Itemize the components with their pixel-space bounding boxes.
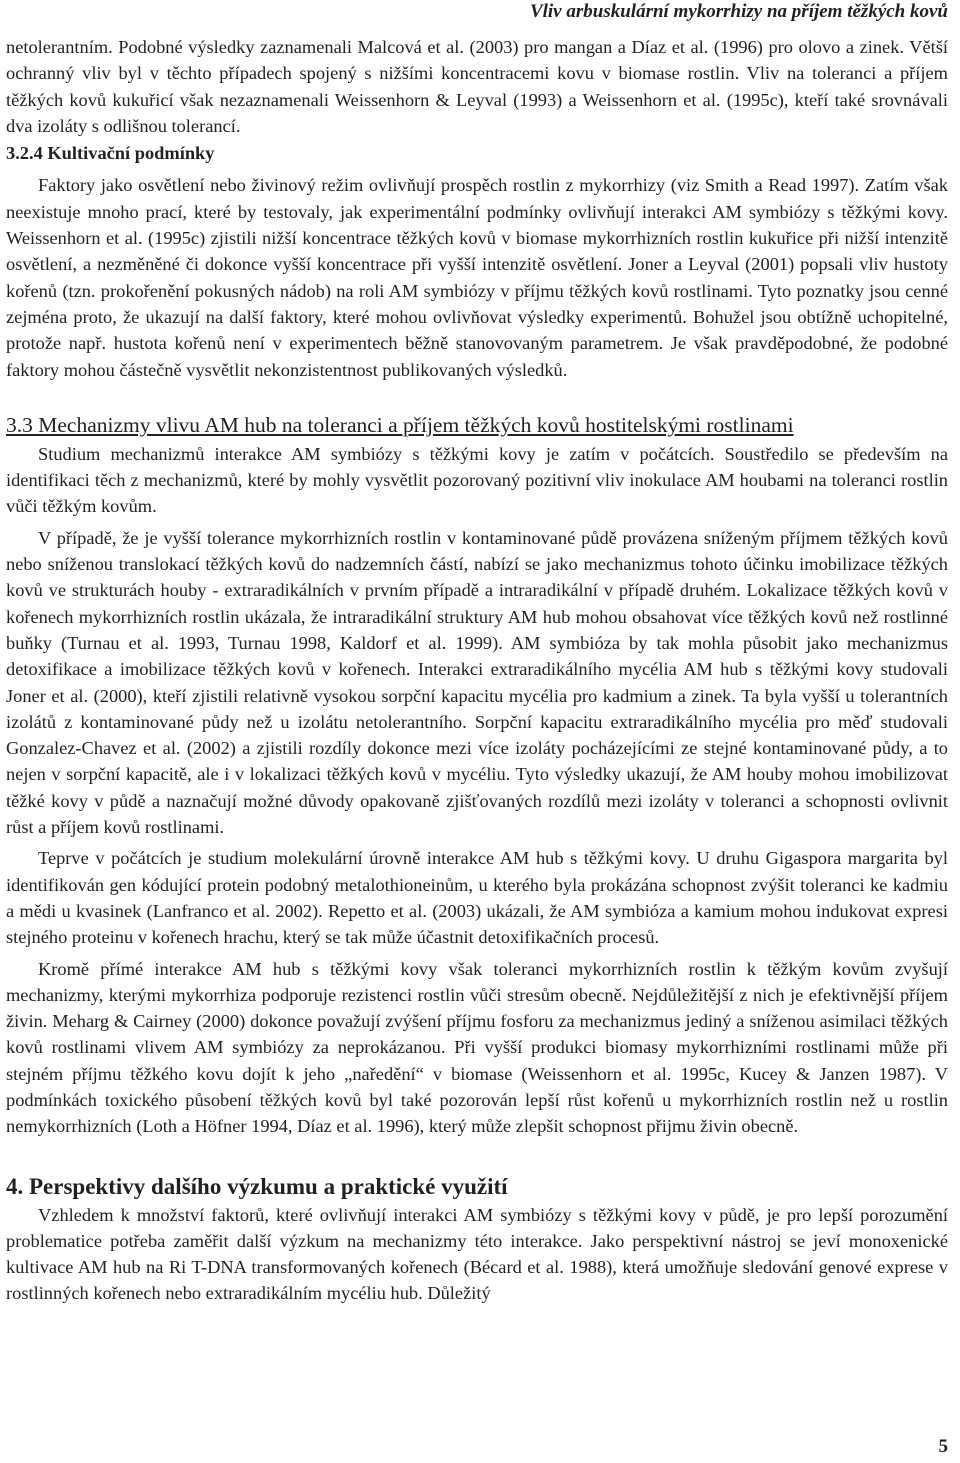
paragraph-nutrient-uptake: Kromě přímé interakce AM hub s těžkými kovy však toleranci mykorrhizních rostlin k těžkým kovům zvyšují mechanizmy, kterými mykorrhiza podporuje rezistenci rostlin vůči stresům obecně. Nejdůležitější z nich je efektivnější příjem živin. Meharg & Cairney (2000) dokonce považují zvýšení příjmu fosforu za mechanizmus jediný a sníženou asimilaci těžkých kovů rostlinami vlivem AM symbiózy za neprokázanou. Při vyšší produkci biomasy mykorrhizními rostlinami může při stejném příjmu těžkého kovu dojít k jeho „naředění“ v biomase (Weissenhorn et al. 1995c, Kucey & Janzen 1987). V podmínkách toxického působení těžkých kovů byl také pozorován lepší růst kořenů u mykorrhizních rostlin než u rostlin nemykorrhizních (Loth a Höfner 1994, Díaz et al. 1996), který může zlepšit schopnost přijmu živin obecně.: [6, 958, 948, 1137]
paragraph-immobilization: V případě, že je vyšší tolerance mykorrhizních rostlin v kontaminované půdě provázena sníženým příjmem těžkých kovů nebo sníženou translokací těžkých kovů do nadzemních částí, nabízí se jako mechanizmus tohoto účinku imobilizace těžkých kovů ve strukturách houby - extraradikálních v prvním případě a intraradikální v případě druhém. Lokalizace těžkých kovů v kořenech mykorrhizních rostlin ukázala, že intraradikální struktury AM hub mohou obsahovat více těžkých kovů než rostlinné buňky (Turnau et al. 1993, Turnau 1998, Kaldorf et al. 1999). AM symbióza by tak mohla působit jako mechanizmus detoxifikace a imobilizace těžkých kovů v kořenech. Interakci extraradikálního mycélia AM hub s těžkými kovy studovali Joner et al. (2000), kteří zjistili relativně vysokou sorpční kapacitu mycélia pro kadmium a zinek. Ta byla vyšší u tolerantních izolátů z kontaminované půdy než u izolátu netolerantního. Sorpční kapacitu extraradikálního mycélia pro měď studovali Gonzalez-Chavez et al. (2002) a zjistili rozdíly dokonce mezi více izoláty pocházejícími ze stejné kontaminované půdy, a to nejen v sorpční kapacitě, ale i v lokalizaci těžkých kovů v mycéliu. Tyto výsledky ukazují, že AM houby mohou imobilizovat těžké kovy v půdě a naznačují možné důvody opakovaně zjišťovaných rozdílů mezi izoláty v toleranci a schopnosti ovlivnit růst a příjem kovů rostlinami.: [6, 527, 948, 838]
section-heading-3-3: 3.3 Mechanizmy vlivu AM hub na toleranci a příjem těžkých kovů hostitelskými rostlinami: [6, 412, 794, 437]
paragraph-conditions: Faktory jako osvětlení nebo živinový režim ovlivňují prospěch rostlin z mykorrhizy (viz Smith a Read 1997). Zatím však neexistuje mnoho prací, které by testovaly, jak experimentální podmínky ovlivňují interakci AM symbiózy s těžkými kovy. Weissenhorn et al. (1995c) zjistili nižší koncentrace těžkých kovů v biomase mykorrhizních rostlin kukuřice při nižší intenzitě osvětlení, a nezměněné či dokonce vyšší koncentrace při vyšší intenzitě osvětlení. Joner a Leyval (2001) popsali vliv hustoty kořenů (tzn. prokořenění pokusných nádob) na roli AM symbiózy v příjmu těžkých kovů rostlinami. Tyto poznatky jsou cenné zejména proto, že ukazují na další faktory, které mohou ovlivňovat výsledky experimentů. Bohužel jsou obtížně uchopitelné, protože např. hustota kořenů není v experimentech běžně stanovovaným parametrem. Je však pravděpodobné, že podobné faktory mohou částečně vysvětlit nekonzistentnost publikovaných výsledků.: [6, 175, 948, 380]
paragraph-molecular: Teprve v počátcích je studium molekulární úrovně interakce AM hub s těžkými kovy. U druhu Gigaspora margarita byl identifikován gen kódující protein podobný metalothioneinům, u kterého byla prokázána schopnost zvýšit toleranci ke kadmiu a mědi u kvasinek (Lanfranco et al. 2002). Repetto et al. (2003) ukázali, že AM symbióza a kamium mohou indukovat expresi stejného proteinu v kořenech hrachu, který se tak může účastnit detoxifikačních procesů.: [6, 848, 948, 948]
running-header: Vliv arbuskulární mykorrhizy na příjem těžkých kovů: [529, 1, 948, 22]
paragraph-mechanisms-intro: Studium mechanizmů interakce AM symbiózy s těžkými kovy je zatím v počátcích. Soustředilo se především na identifikaci těch z mechanizmů, které by mohly vysvětlit pozorovaný pozitivní vliv inokulace AM houbami na toleranci rostlin vůči těžkým kovům.: [6, 443, 948, 517]
page-number: 5: [938, 1436, 948, 1457]
body-text: [6, 34, 948, 1307]
subsection-heading-3-2-4: 3.2.4 Kultivační podmínky: [6, 143, 215, 164]
paragraph-continued: netolerantním. Podobné výsledky zaznamenali Malcová et al. (2003) pro mangan a Díaz et al. (1996) pro olovo a zinek. Větší ochranný vliv byl v těchto případech spojený s nižšími koncentracemi kovu v biomase rostlin. Vliv na toleranci a příjem těžkých kovů kukuřicí však nezaznamenali Weissenhorn & Leyval (1993) a Weissenhorn et al. (1995c), kteří také srovnávali dva izoláty s odlišnou tolerancí.: [6, 37, 948, 136]
section-heading-4: 4. Perspektivy dalšího výzkumu a praktické využití: [6, 1173, 508, 1199]
paragraph-perspectives: Vzhledem k množství faktorů, které ovlivňují interakci AM symbiózy s těžkými kovy v půdě, je pro lepší porozumění problematice potřeba zaměřit další výzkum na mechanizmy této interakce. Jako perspektivní nástroj se jeví monoxenické kultivace AM hub na Ri T-DNA transformovaných kořenech (Bécard et al. 1988), která umožňuje sledování genové exprese v rostlinných kořenech nebo extraradikálním mycéliu hub. Důležitý: [6, 1204, 948, 1304]
